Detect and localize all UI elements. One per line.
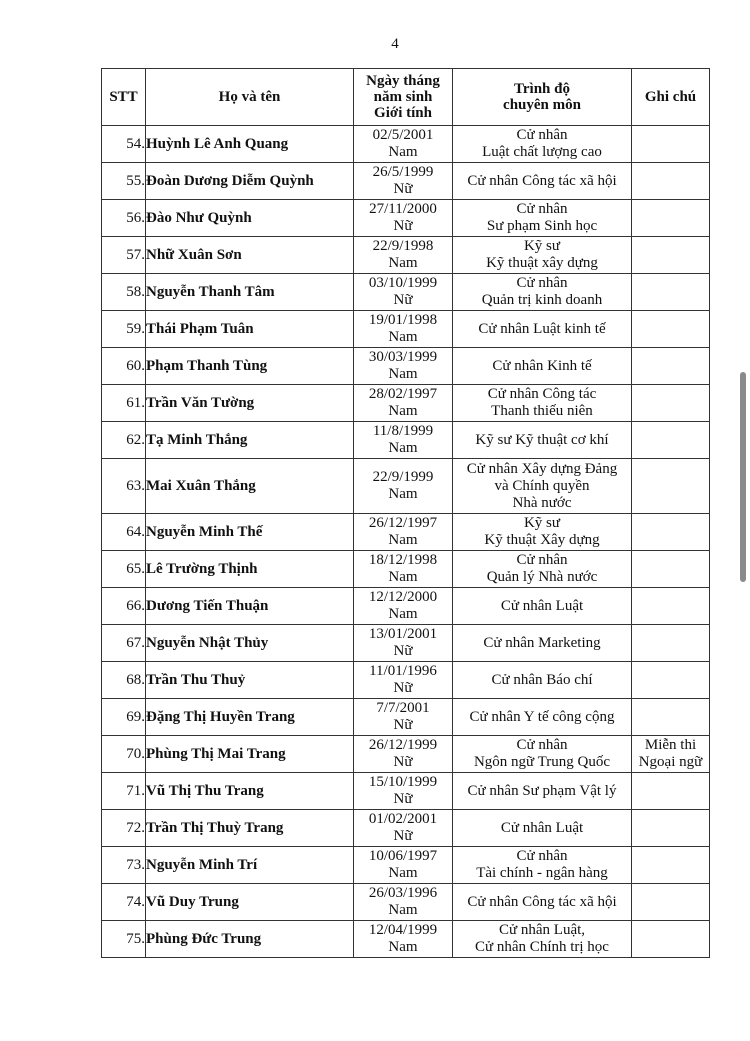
row-degree-line: Cử nhân Kinh tế <box>492 357 592 374</box>
row-note <box>632 921 710 958</box>
row-degree-line: Tài chính - ngân hàng <box>476 865 608 881</box>
row-note <box>632 385 710 422</box>
row-degree-line: Quản lý Nhà nước <box>486 569 598 585</box>
table-row <box>102 459 710 514</box>
row-degree-line: Cử nhân Luật, <box>498 922 586 938</box>
row-dob-gender <box>354 625 453 662</box>
row-degree <box>453 847 632 884</box>
table-row <box>102 163 710 200</box>
row-dob: 18/12/1998 <box>368 552 438 568</box>
table-row <box>102 422 710 459</box>
row-name: Đào Như Quỳnh <box>146 200 354 237</box>
row-stt: 68. <box>102 662 146 699</box>
row-note <box>632 274 710 311</box>
table-row <box>102 921 710 958</box>
row-degree <box>453 884 632 921</box>
row-name: Nguyễn Thanh Tâm <box>146 274 354 311</box>
row-dob-gender <box>354 551 453 588</box>
row-gender: Nữ <box>393 680 413 696</box>
table-row <box>102 884 710 921</box>
row-name: Trần Thị Thuỳ Trang <box>146 810 354 847</box>
row-gender: Nữ <box>393 717 413 733</box>
row-stt: 75. <box>102 921 146 958</box>
row-degree-line: Cử nhân Luật <box>500 819 584 836</box>
row-note-line: Miễn thi <box>644 737 697 753</box>
row-dob: 13/01/2001 <box>368 626 438 642</box>
row-stt: 62. <box>102 422 146 459</box>
row-name: Đoàn Dương Diễm Quỳnh <box>146 163 354 200</box>
header-degree-line: Trình độ <box>514 81 570 97</box>
row-gender: Nữ <box>393 181 413 197</box>
row-degree-line: Kỹ sư <box>523 515 561 531</box>
row-name: Vũ Duy Trung <box>146 884 354 921</box>
header-degree <box>453 69 632 126</box>
row-dob: 11/8/1999 <box>372 423 434 439</box>
row-degree-line: Cử nhân Luật kinh tế <box>478 320 606 337</box>
row-gender: Nữ <box>393 791 413 807</box>
row-note <box>632 588 710 625</box>
row-gender: Nam <box>388 606 418 622</box>
row-dob-gender <box>354 699 453 736</box>
row-degree-line: Cử nhân <box>516 848 568 864</box>
row-degree-line: Cử nhân <box>516 275 568 291</box>
row-degree <box>453 200 632 237</box>
row-stt: 64. <box>102 514 146 551</box>
table-row <box>102 662 710 699</box>
row-stt: 61. <box>102 385 146 422</box>
header-dob <box>354 69 453 126</box>
row-name: Vũ Thị Thu Trang <box>146 773 354 810</box>
row-degree <box>453 163 632 200</box>
row-note <box>632 625 710 662</box>
row-degree <box>453 625 632 662</box>
row-dob: 03/10/1999 <box>368 275 438 291</box>
table-row <box>102 736 710 773</box>
row-degree <box>453 514 632 551</box>
row-name: Nhữ Xuân Sơn <box>146 237 354 274</box>
row-degree-line: Cử nhân <box>516 127 568 143</box>
row-stt: 67. <box>102 625 146 662</box>
row-dob-gender <box>354 847 453 884</box>
table-row <box>102 200 710 237</box>
row-degree <box>453 237 632 274</box>
row-degree-line: Sư phạm Sinh học <box>486 218 598 234</box>
header-note: Ghi chú <box>632 69 710 126</box>
row-note <box>632 699 710 736</box>
row-degree <box>453 736 632 773</box>
row-dob: 26/03/1996 <box>368 885 438 901</box>
row-dob-gender <box>354 200 453 237</box>
row-dob: 22/9/1999 <box>372 469 434 485</box>
row-note <box>632 311 710 348</box>
row-dob-gender <box>354 237 453 274</box>
row-gender: Nữ <box>393 643 413 659</box>
row-note-line: Ngoại ngữ <box>638 754 703 770</box>
table-row <box>102 773 710 810</box>
row-note <box>632 773 710 810</box>
row-stt: 66. <box>102 588 146 625</box>
row-degree-line: Cử nhân Công tác xã hội <box>467 172 617 189</box>
row-dob-gender <box>354 163 453 200</box>
row-gender: Nữ <box>393 754 413 770</box>
row-degree <box>453 773 632 810</box>
row-gender: Nam <box>388 532 418 548</box>
header-name: Họ và tên <box>146 69 354 126</box>
row-name: Nguyễn Minh Thế <box>146 514 354 551</box>
row-name: Trần Thu Thuỷ <box>146 662 354 699</box>
row-note <box>632 163 710 200</box>
row-name: Thái Phạm Tuân <box>146 311 354 348</box>
row-gender: Nam <box>388 144 418 160</box>
row-gender: Nữ <box>393 828 413 844</box>
row-stt: 57. <box>102 237 146 274</box>
row-degree-line: Cử nhân Luật <box>500 597 584 614</box>
row-dob: 30/03/1999 <box>368 349 438 365</box>
row-degree-line: Kỹ sư Kỹ thuật cơ khí <box>475 431 609 448</box>
table-row <box>102 274 710 311</box>
row-dob-gender <box>354 311 453 348</box>
header-dob-line: Ngày tháng <box>366 73 440 89</box>
row-note <box>632 126 710 163</box>
row-stt: 55. <box>102 163 146 200</box>
row-degree-line: Cử nhân <box>516 552 568 568</box>
row-degree-line: Cử nhân Sư phạm Vật lý <box>467 782 617 799</box>
row-degree <box>453 921 632 958</box>
header-dob-line: Giới tính <box>374 105 432 121</box>
row-note <box>632 662 710 699</box>
row-gender: Nam <box>388 329 418 345</box>
row-stt: 63. <box>102 459 146 514</box>
table-row <box>102 699 710 736</box>
row-degree-line: Cử nhân Y tế công cộng <box>469 708 615 725</box>
row-dob: 26/5/1999 <box>372 164 434 180</box>
row-note <box>632 551 710 588</box>
table-row <box>102 625 710 662</box>
row-name: Huỳnh Lê Anh Quang <box>146 126 354 163</box>
row-degree <box>453 588 632 625</box>
candidate-table <box>101 68 710 958</box>
table-row <box>102 237 710 274</box>
row-note <box>632 422 710 459</box>
row-stt: 60. <box>102 348 146 385</box>
row-dob: 10/06/1997 <box>368 848 438 864</box>
row-dob-gender <box>354 810 453 847</box>
row-degree-line: Cử nhân Công tác xã hội <box>467 893 617 910</box>
row-degree-line: Cử nhân Chính trị học <box>475 939 609 955</box>
row-note <box>632 237 710 274</box>
row-note <box>632 200 710 237</box>
table-row <box>102 514 710 551</box>
row-degree <box>453 348 632 385</box>
row-degree <box>453 385 632 422</box>
row-dob-gender <box>354 348 453 385</box>
row-name: Dương Tiến Thuận <box>146 588 354 625</box>
row-stt: 59. <box>102 311 146 348</box>
row-dob: 22/9/1998 <box>372 238 434 254</box>
row-gender: Nam <box>388 440 418 456</box>
table-row <box>102 311 710 348</box>
header-degree-line: chuyên môn <box>503 97 581 113</box>
row-dob-gender <box>354 662 453 699</box>
row-dob-gender <box>354 274 453 311</box>
table-row <box>102 847 710 884</box>
row-stt: 54. <box>102 126 146 163</box>
row-dob-gender <box>354 736 453 773</box>
table-row <box>102 385 710 422</box>
row-name: Nguyễn Nhật Thủy <box>146 625 354 662</box>
row-stt: 58. <box>102 274 146 311</box>
row-name: Đặng Thị Huyền Trang <box>146 699 354 736</box>
row-gender: Nam <box>388 403 418 419</box>
row-stt: 56. <box>102 200 146 237</box>
table-row <box>102 810 710 847</box>
row-gender: Nam <box>388 569 418 585</box>
row-gender: Nữ <box>393 218 413 234</box>
row-dob-gender <box>354 884 453 921</box>
row-degree-line: Cử nhân Marketing <box>483 634 601 651</box>
row-dob-gender <box>354 921 453 958</box>
table-row <box>102 551 710 588</box>
row-degree-line: Kỹ thuật xây dựng <box>486 255 598 271</box>
row-name: Phùng Thị Mai Trang <box>146 736 354 773</box>
row-degree <box>453 810 632 847</box>
row-dob-gender <box>354 126 453 163</box>
row-dob: 19/01/1998 <box>368 312 438 328</box>
row-stt: 71. <box>102 773 146 810</box>
table-row <box>102 348 710 385</box>
row-dob-gender <box>354 459 453 514</box>
row-name: Nguyễn Minh Trí <box>146 847 354 884</box>
row-gender: Nam <box>388 366 418 382</box>
row-dob-gender <box>354 422 453 459</box>
row-degree-line: Cử nhân Xây dựng Đảng <box>466 460 618 477</box>
row-name: Lê Trường Thịnh <box>146 551 354 588</box>
row-gender: Nam <box>388 902 418 918</box>
row-dob-gender <box>354 588 453 625</box>
row-dob-gender <box>354 514 453 551</box>
row-gender: Nam <box>388 486 418 502</box>
row-dob: 28/02/1997 <box>368 386 438 402</box>
row-degree <box>453 126 632 163</box>
row-name: Phùng Đức Trung <box>146 921 354 958</box>
row-degree-line: Nhà nước <box>512 494 572 511</box>
row-degree <box>453 662 632 699</box>
row-dob: 26/12/1997 <box>368 515 438 531</box>
row-note <box>632 348 710 385</box>
row-dob: 12/12/2000 <box>368 589 438 605</box>
row-name: Trần Văn Tường <box>146 385 354 422</box>
row-degree <box>453 311 632 348</box>
row-dob: 12/04/1999 <box>368 922 438 938</box>
row-gender: Nam <box>388 939 418 955</box>
table-row <box>102 126 710 163</box>
row-dob: 26/12/1999 <box>368 737 438 753</box>
row-stt: 72. <box>102 810 146 847</box>
page-number: 4 <box>391 36 399 52</box>
row-degree-line: Cử nhân <box>516 201 568 217</box>
row-note <box>632 514 710 551</box>
row-dob-gender <box>354 385 453 422</box>
row-degree <box>453 422 632 459</box>
row-gender: Nữ <box>393 292 413 308</box>
row-dob: 27/11/2000 <box>369 201 437 217</box>
row-note <box>632 884 710 921</box>
row-degree <box>453 459 632 514</box>
header-row <box>102 69 710 126</box>
row-name: Tạ Minh Thắng <box>146 422 354 459</box>
row-degree-line: Kỹ sư <box>523 238 561 254</box>
row-degree <box>453 274 632 311</box>
row-degree <box>453 699 632 736</box>
row-dob: 15/10/1999 <box>368 774 438 790</box>
row-degree-line: Thanh thiếu niên <box>491 403 593 419</box>
scrollbar[interactable] <box>740 372 746 582</box>
row-stt: 65. <box>102 551 146 588</box>
row-stt: 70. <box>102 736 146 773</box>
row-degree <box>453 551 632 588</box>
row-degree-line: Cử nhân <box>516 737 568 753</box>
table-body <box>102 126 710 958</box>
row-dob: 01/02/2001 <box>368 811 438 827</box>
row-degree-line: và Chính quyền <box>494 477 590 494</box>
row-degree-line: Quản trị kinh doanh <box>481 292 603 308</box>
row-note <box>632 736 710 773</box>
row-note <box>632 847 710 884</box>
row-dob: 11/01/1996 <box>369 663 437 679</box>
row-stt: 74. <box>102 884 146 921</box>
row-degree-line: Luật chất lượng cao <box>482 144 602 160</box>
row-degree-line: Ngôn ngữ Trung Quốc <box>473 754 611 770</box>
row-degree-line: Cử nhân Công tác <box>487 386 597 402</box>
row-gender: Nam <box>388 865 418 881</box>
row-note <box>632 810 710 847</box>
row-dob: 02/5/2001 <box>372 127 434 143</box>
header-dob-line: năm sinh <box>373 89 433 105</box>
table-row <box>102 588 710 625</box>
row-gender: Nam <box>388 255 418 271</box>
row-name: Mai Xuân Thắng <box>146 459 354 514</box>
row-note <box>632 459 710 514</box>
row-name: Phạm Thanh Tùng <box>146 348 354 385</box>
row-dob: 7/7/2001 <box>376 700 430 716</box>
row-stt: 69. <box>102 699 146 736</box>
row-degree-line: Kỹ thuật Xây dựng <box>484 532 600 548</box>
row-stt: 73. <box>102 847 146 884</box>
row-dob-gender <box>354 773 453 810</box>
header-stt: STT <box>102 69 146 126</box>
row-degree-line: Cử nhân Báo chí <box>491 671 593 688</box>
